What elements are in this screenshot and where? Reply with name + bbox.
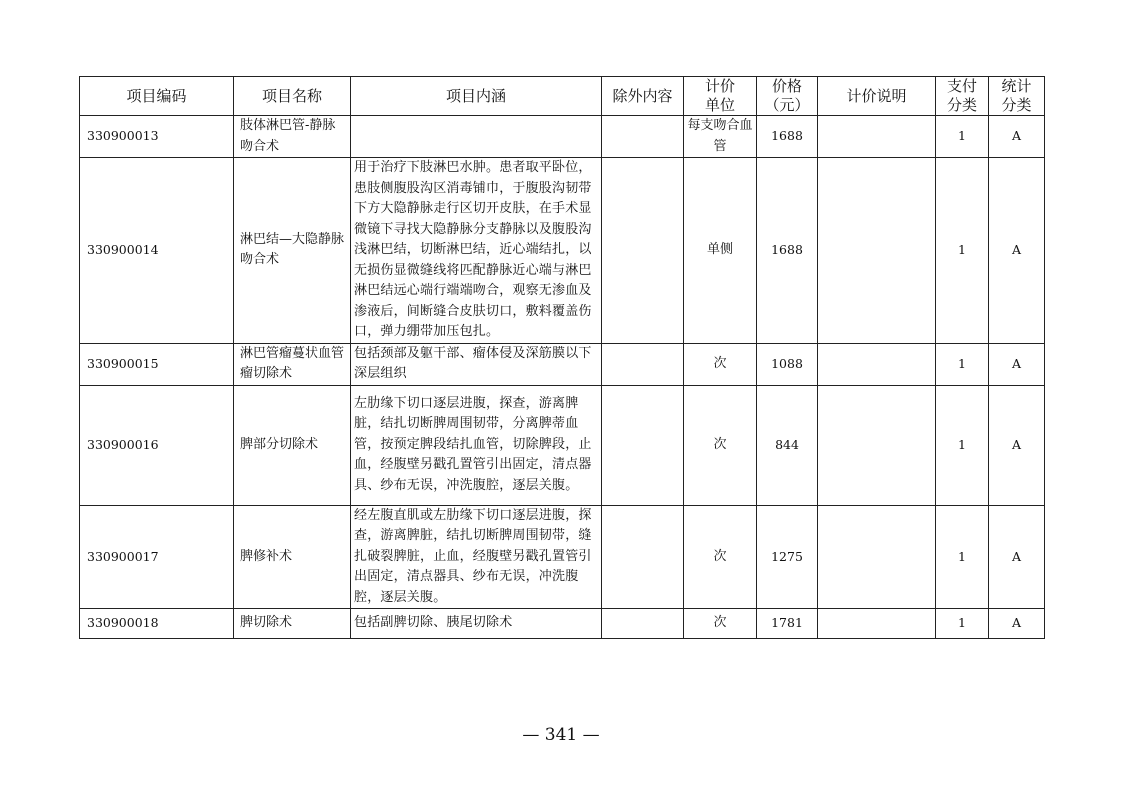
cell-stat: A <box>989 609 1045 639</box>
cell-exclude <box>602 343 684 385</box>
header-exclude: 除外内容 <box>602 77 684 116</box>
header-stat-line2: 分类 <box>1001 96 1032 114</box>
cell-exclude <box>602 609 684 639</box>
cell-unit: 次 <box>684 385 757 505</box>
cell-desc <box>818 505 936 609</box>
cell-pay: 1 <box>936 609 989 639</box>
cell-content: 经左腹直肌或左肋缘下切口逐层进腹，探查，游离脾脏，结扎切断脾周围韧带，缝扎破裂脾脏，止血，经腹壁另戳孔置管引出固定，清点器具、纱布无误，冲洗腹腔，逐层关腹。 <box>351 505 602 609</box>
cell-content: 包括颈部及躯干部、瘤体侵及深筋膜以下深层组织 <box>351 343 602 385</box>
cell-price: 1688 <box>757 158 818 344</box>
cell-stat: A <box>989 116 1045 158</box>
cell-code: 330900016 <box>80 385 234 505</box>
table-row <box>80 385 1045 505</box>
header-pay-line1: 支付 <box>946 77 977 95</box>
cell-exclude <box>602 505 684 609</box>
cell-name: 淋巴结—大隐静脉吻合术 <box>234 158 351 344</box>
cell-exclude <box>602 385 684 505</box>
cell-price: 1088 <box>757 343 818 385</box>
cell-desc <box>818 158 936 344</box>
table-row <box>80 343 1045 385</box>
header-price-line1: 价格 <box>771 77 802 95</box>
table-row <box>80 158 1045 344</box>
cell-unit: 单侧 <box>684 158 757 344</box>
header-pay <box>936 77 989 116</box>
cell-name: 脾部分切除术 <box>234 385 351 505</box>
cell-desc <box>818 385 936 505</box>
cell-unit: 次 <box>684 609 757 639</box>
table-row <box>80 505 1045 609</box>
page-number: — 341 — <box>522 725 600 745</box>
header-code: 项目编码 <box>80 77 234 116</box>
cell-pay: 1 <box>936 343 989 385</box>
header-name: 项目名称 <box>234 77 351 116</box>
cell-stat: A <box>989 343 1045 385</box>
header-row <box>80 77 1045 116</box>
header-price-line2: （元） <box>764 96 810 114</box>
cell-pay: 1 <box>936 505 989 609</box>
cell-stat: A <box>989 505 1045 609</box>
cell-code: 330900013 <box>80 116 234 158</box>
table-row <box>80 609 1045 639</box>
cell-unit: 次 <box>684 343 757 385</box>
cell-price: 1688 <box>757 116 818 158</box>
cell-code: 330900018 <box>80 609 234 639</box>
cell-content: 左肋缘下切口逐层进腹，探查，游离脾脏，结扎切断脾周围韧带，分离脾蒂血管，按预定脾段结扎血管，切除脾段，止血，经腹壁另戳孔置管引出固定，清点器具、纱布无误，冲洗腹腔，逐层关腹。 <box>351 385 602 505</box>
cell-price: 844 <box>757 385 818 505</box>
cell-pay: 1 <box>936 385 989 505</box>
cell-unit: 次 <box>684 505 757 609</box>
cell-code: 330900014 <box>80 158 234 344</box>
header-pay-line2: 分类 <box>946 96 977 114</box>
table-row <box>80 116 1045 158</box>
cell-desc <box>818 116 936 158</box>
cell-stat: A <box>989 385 1045 505</box>
cell-name: 肢体淋巴管-静脉吻合术 <box>234 116 351 158</box>
cell-pay: 1 <box>936 158 989 344</box>
cell-content: 用于治疗下肢淋巴水肿。患者取平卧位，患肢侧腹股沟区消毒铺巾，于腹股沟韧带下方大隐静脉走行区切开皮肤，在手术显微镜下寻找大隐静脉分支静脉以及腹股沟浅淋巴结，切断淋巴结，近心端结扎，以无损伤显微缝线将匹配静脉近心端与淋巴淋巴结远心端行端端吻合，观察无渗血及渗液后，间断缝合皮肤切口，敷料覆盖伤口，弹力绷带加压包扎。 <box>351 158 602 344</box>
cell-code: 330900017 <box>80 505 234 609</box>
header-unit <box>684 77 757 116</box>
header-desc: 计价说明 <box>818 77 936 116</box>
header-price <box>757 77 818 116</box>
cell-price: 1275 <box>757 505 818 609</box>
cell-desc <box>818 343 936 385</box>
header-unit-line2: 单位 <box>704 96 735 114</box>
cell-code: 330900015 <box>80 343 234 385</box>
header-content: 项目内涵 <box>351 77 602 116</box>
cell-name: 脾修补术 <box>234 505 351 609</box>
cell-unit: 每支吻合血管 <box>684 116 757 158</box>
cell-exclude <box>602 116 684 158</box>
cell-content: 包括副脾切除、胰尾切除术 <box>351 609 602 639</box>
fee-table <box>79 76 1045 639</box>
header-stat <box>989 77 1045 116</box>
cell-stat: A <box>989 158 1045 344</box>
cell-content <box>351 116 602 158</box>
cell-name: 脾切除术 <box>234 609 351 639</box>
cell-desc <box>818 609 936 639</box>
header-unit-line1: 计价 <box>704 77 735 95</box>
cell-pay: 1 <box>936 116 989 158</box>
cell-exclude <box>602 158 684 344</box>
cell-name: 淋巴管瘤蔓状血管瘤切除术 <box>234 343 351 385</box>
header-stat-line1: 统计 <box>1001 77 1032 95</box>
cell-price: 1781 <box>757 609 818 639</box>
